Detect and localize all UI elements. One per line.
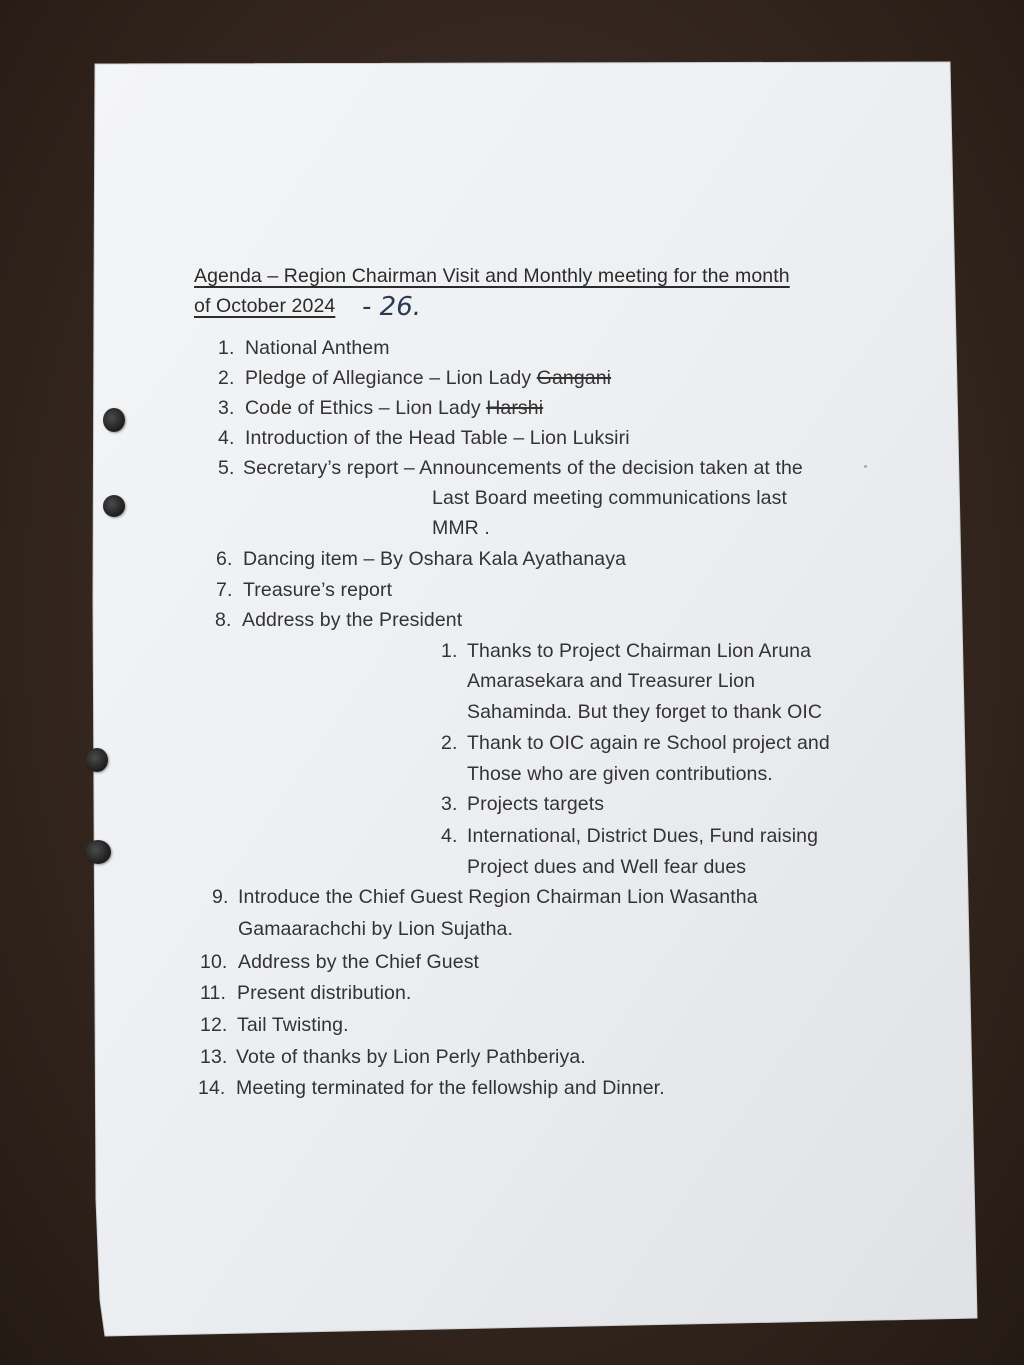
agenda-item-number: 7. [216,579,233,601]
agenda-item-number: 3. [218,397,235,419]
agenda-item-text [245,367,611,390]
agenda-item-label: Meeting terminated for the fellowship and Dinner. [236,1077,665,1099]
agenda-item-label: Pledge of Allegiance – Lion Lady [245,367,537,389]
agenda-item-label: Treasure’s report [243,579,393,601]
agenda-item-label: Tail Twisting. [237,1014,349,1036]
sub-item-text: Projects targets [467,793,605,815]
agenda-item-number: 6. [216,548,233,570]
agenda-item-text [238,951,479,974]
agenda-item-label: Address by the President [242,609,463,631]
handwritten-date-note: - 26. [362,292,421,322]
agenda-item-continuation: MMR . [432,517,490,539]
agenda-item-text [243,579,392,602]
agenda-item-text [236,1077,665,1100]
sub-item-number: 4. [441,825,458,847]
sub-item-text: Thank to OIC again re School project and [467,732,830,754]
agenda-item-number: 14. [198,1077,226,1099]
agenda-item-number: 12. [200,1014,228,1036]
agenda-item-text [242,609,462,632]
agenda-item-text [245,397,543,420]
agenda-item-label: Introduction of the Head Table – Lion Luksiri [245,427,630,449]
agenda-item-text [245,337,390,360]
sub-item-number: 3. [441,793,458,815]
agenda-item-number: 5. [218,457,235,479]
agenda-item-label: Secretary’s report – Announcements of the decision taken at the [243,457,803,479]
sub-item-text: Thanks to Project Chairman Lion Aruna [467,640,812,662]
agenda-item-text [238,886,758,909]
agenda-item-number: 8. [215,609,232,631]
sub-item-text: Amarasekara and Treasurer Lion [467,670,756,692]
agenda-item-number: 9. [212,886,229,908]
agenda-title-line2: of October 2024 [194,295,336,317]
sub-item-number: 1. [441,640,458,662]
agenda-item-label: Dancing item – By Oshara Kala Ayathanaya [243,548,627,570]
agenda-item-number: 11. [200,982,226,1004]
agenda-item-label: Present distribution. [237,982,412,1004]
agenda-item-label: National Anthem [245,337,390,359]
agenda-item-text [237,1014,349,1037]
agenda-item-continuation: Last Board meeting communications last [432,487,787,509]
sub-item-text: Sahaminda. But they forget to thank OIC [467,701,823,723]
sub-item-text: Those who are given contributions. [467,763,773,785]
agenda-item-text [243,548,626,571]
sub-item-text: International, District Dues, Fund raising [467,825,819,847]
agenda-item-text [237,982,411,1005]
agenda-item-text [243,457,803,480]
agenda-item-number: 4. [218,427,235,449]
agenda-item-label: Code of Ethics – Lion Lady [245,397,487,419]
agenda-item-number: 1. [218,337,235,359]
agenda-item-number: 2. [218,367,235,389]
sub-item-number: 2. [441,732,458,754]
agenda-item-continuation: Gamaarachchi by Lion Sujatha. [238,918,513,940]
struck-name: Gangani [536,367,612,389]
agenda-item-text [245,427,630,450]
agenda-item-label: Introduce the Chief Guest Region Chairman Lion Wasantha [238,886,758,908]
agenda-item-number: 10. [200,951,228,973]
agenda-title-line1: Agenda – Region Chairman Visit and Monthly meeting for the month [194,265,790,287]
struck-name: Harshi [486,397,544,419]
sub-item-text: Project dues and Well fear dues [467,856,747,878]
agenda-item-label: Address by the Chief Guest [238,951,480,973]
agenda-item-number: 13. [200,1046,228,1068]
agenda-item-label: Vote of thanks by Lion Perly Pathberiya. [236,1046,586,1068]
agenda-item-text [236,1046,586,1069]
